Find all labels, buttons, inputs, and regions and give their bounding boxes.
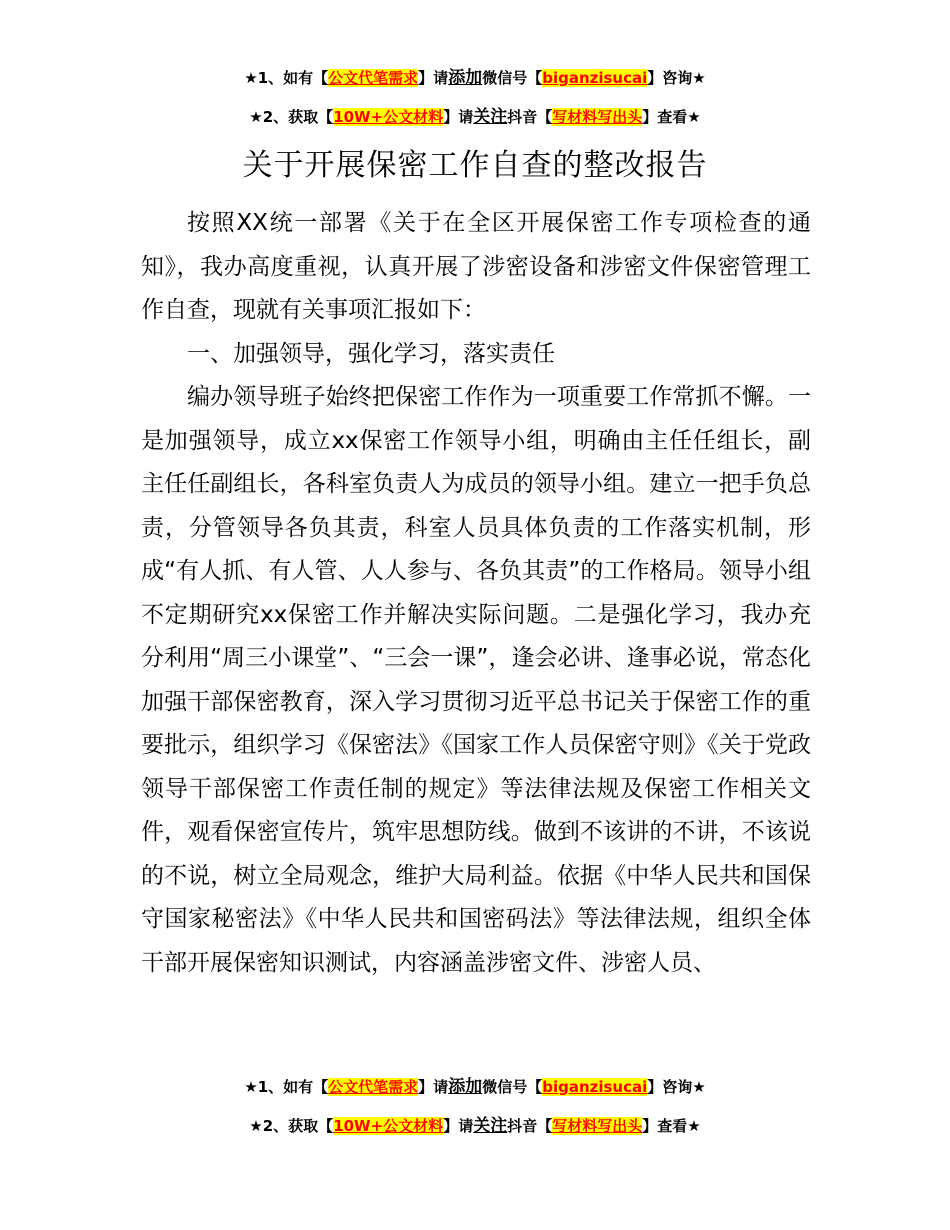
- banner-text: 】请: [418, 69, 449, 87]
- top-banner-line-2: [0, 106, 950, 128]
- paragraph-section-1: 编办领导班子始终把保密工作作为一项重要工作常抓不懈。一是加强领导，成立xx保密工作领导小组，明确由主任任组长，副主任任副组长，各科室负责人为成员的领导小组。建立一把手负总责，分管领导各负其责，科室人员具体负责的工作落实机制，形成“有人抓、有人管、人人参与、各负其责”的工作格局。领导小组不定期研究xx保密工作并解决实际问题。二是强化学习，我办充分利用“周三小课堂”、“三会一课”，逢会必讲、逢事必说，常态化加强干部保密教育，深入学习贯彻习近平总书记关于保密工作的重要批示，组织学习《保密法》《国家工作人员保密守则》《关于党政领导干部保密工作责任制的规定》等法律法规及保密工作相关文件，观看保密宣传片，筑牢思想防线。做到不该讲的不讲，不该说的不说，树立全局观念，维护大局利益。依据《中华人民共和国保守国家秘密法》《中华人民共和国密码法》等法律法规，组织全体干部开展保密知识测试，内容涵盖涉密文件、涉密人员、: [141, 384, 811, 976]
- banner-text: 】咨询★: [647, 1078, 706, 1096]
- top-banner-line-1: [0, 67, 950, 89]
- banner-text: ★1、如有【: [244, 69, 329, 87]
- banner-text: 】查看★: [642, 108, 701, 126]
- banner-emphasis: 关注: [473, 107, 508, 127]
- banner-emphasis: 关注: [473, 1116, 508, 1136]
- banner-highlight-douyin[interactable]: 写材料写出头: [552, 1117, 643, 1135]
- section-heading: 一、加强领导，强化学习，落实责任: [187, 340, 555, 367]
- banner-highlight-wechat-id[interactable]: biganzisucai: [542, 1078, 648, 1096]
- banner-highlight-douyin[interactable]: 写材料写出头: [552, 108, 643, 126]
- bottom-banner-line-2: [0, 1115, 950, 1137]
- banner-emphasis: 添加: [448, 68, 483, 88]
- banner-text: 】请: [443, 1117, 474, 1135]
- banner-text: ★1、如有【: [244, 1078, 329, 1096]
- paragraph-intro: 按照XX统一部署《关于在全区开展保密工作专项检查的通知》，我办高度重视，认真开展了涉密设备和涉密文件保密管理工作自查，现就有关事项汇报如下：: [141, 210, 811, 323]
- banner-text: 微信号【: [482, 1078, 543, 1096]
- banner-text: 抖音【: [507, 108, 553, 126]
- banner-text: 微信号【: [482, 69, 543, 87]
- banner-text: ★2、获取【: [249, 108, 334, 126]
- banner-highlight-service[interactable]: 公文代笔需求: [328, 1078, 419, 1096]
- banner-text: 抖音【: [507, 1117, 553, 1135]
- banner-text: 】请: [418, 1078, 449, 1096]
- banner-text: 】咨询★: [647, 69, 706, 87]
- banner-text: 】请: [443, 108, 474, 126]
- document-body: [141, 202, 811, 985]
- document-title: 关于开展保密工作自查的整改报告: [242, 148, 708, 183]
- banner-highlight-materials[interactable]: 10W+公文材料: [333, 108, 444, 126]
- banner-highlight-service[interactable]: 公文代笔需求: [328, 69, 419, 87]
- bottom-banner-line-1: [0, 1076, 950, 1098]
- banner-text: 】查看★: [642, 1117, 701, 1135]
- banner-highlight-materials[interactable]: 10W+公文材料: [333, 1117, 444, 1135]
- banner-highlight-wechat-id[interactable]: biganzisucai: [542, 69, 648, 87]
- banner-emphasis: 添加: [448, 1077, 483, 1097]
- banner-text: ★2、获取【: [249, 1117, 334, 1135]
